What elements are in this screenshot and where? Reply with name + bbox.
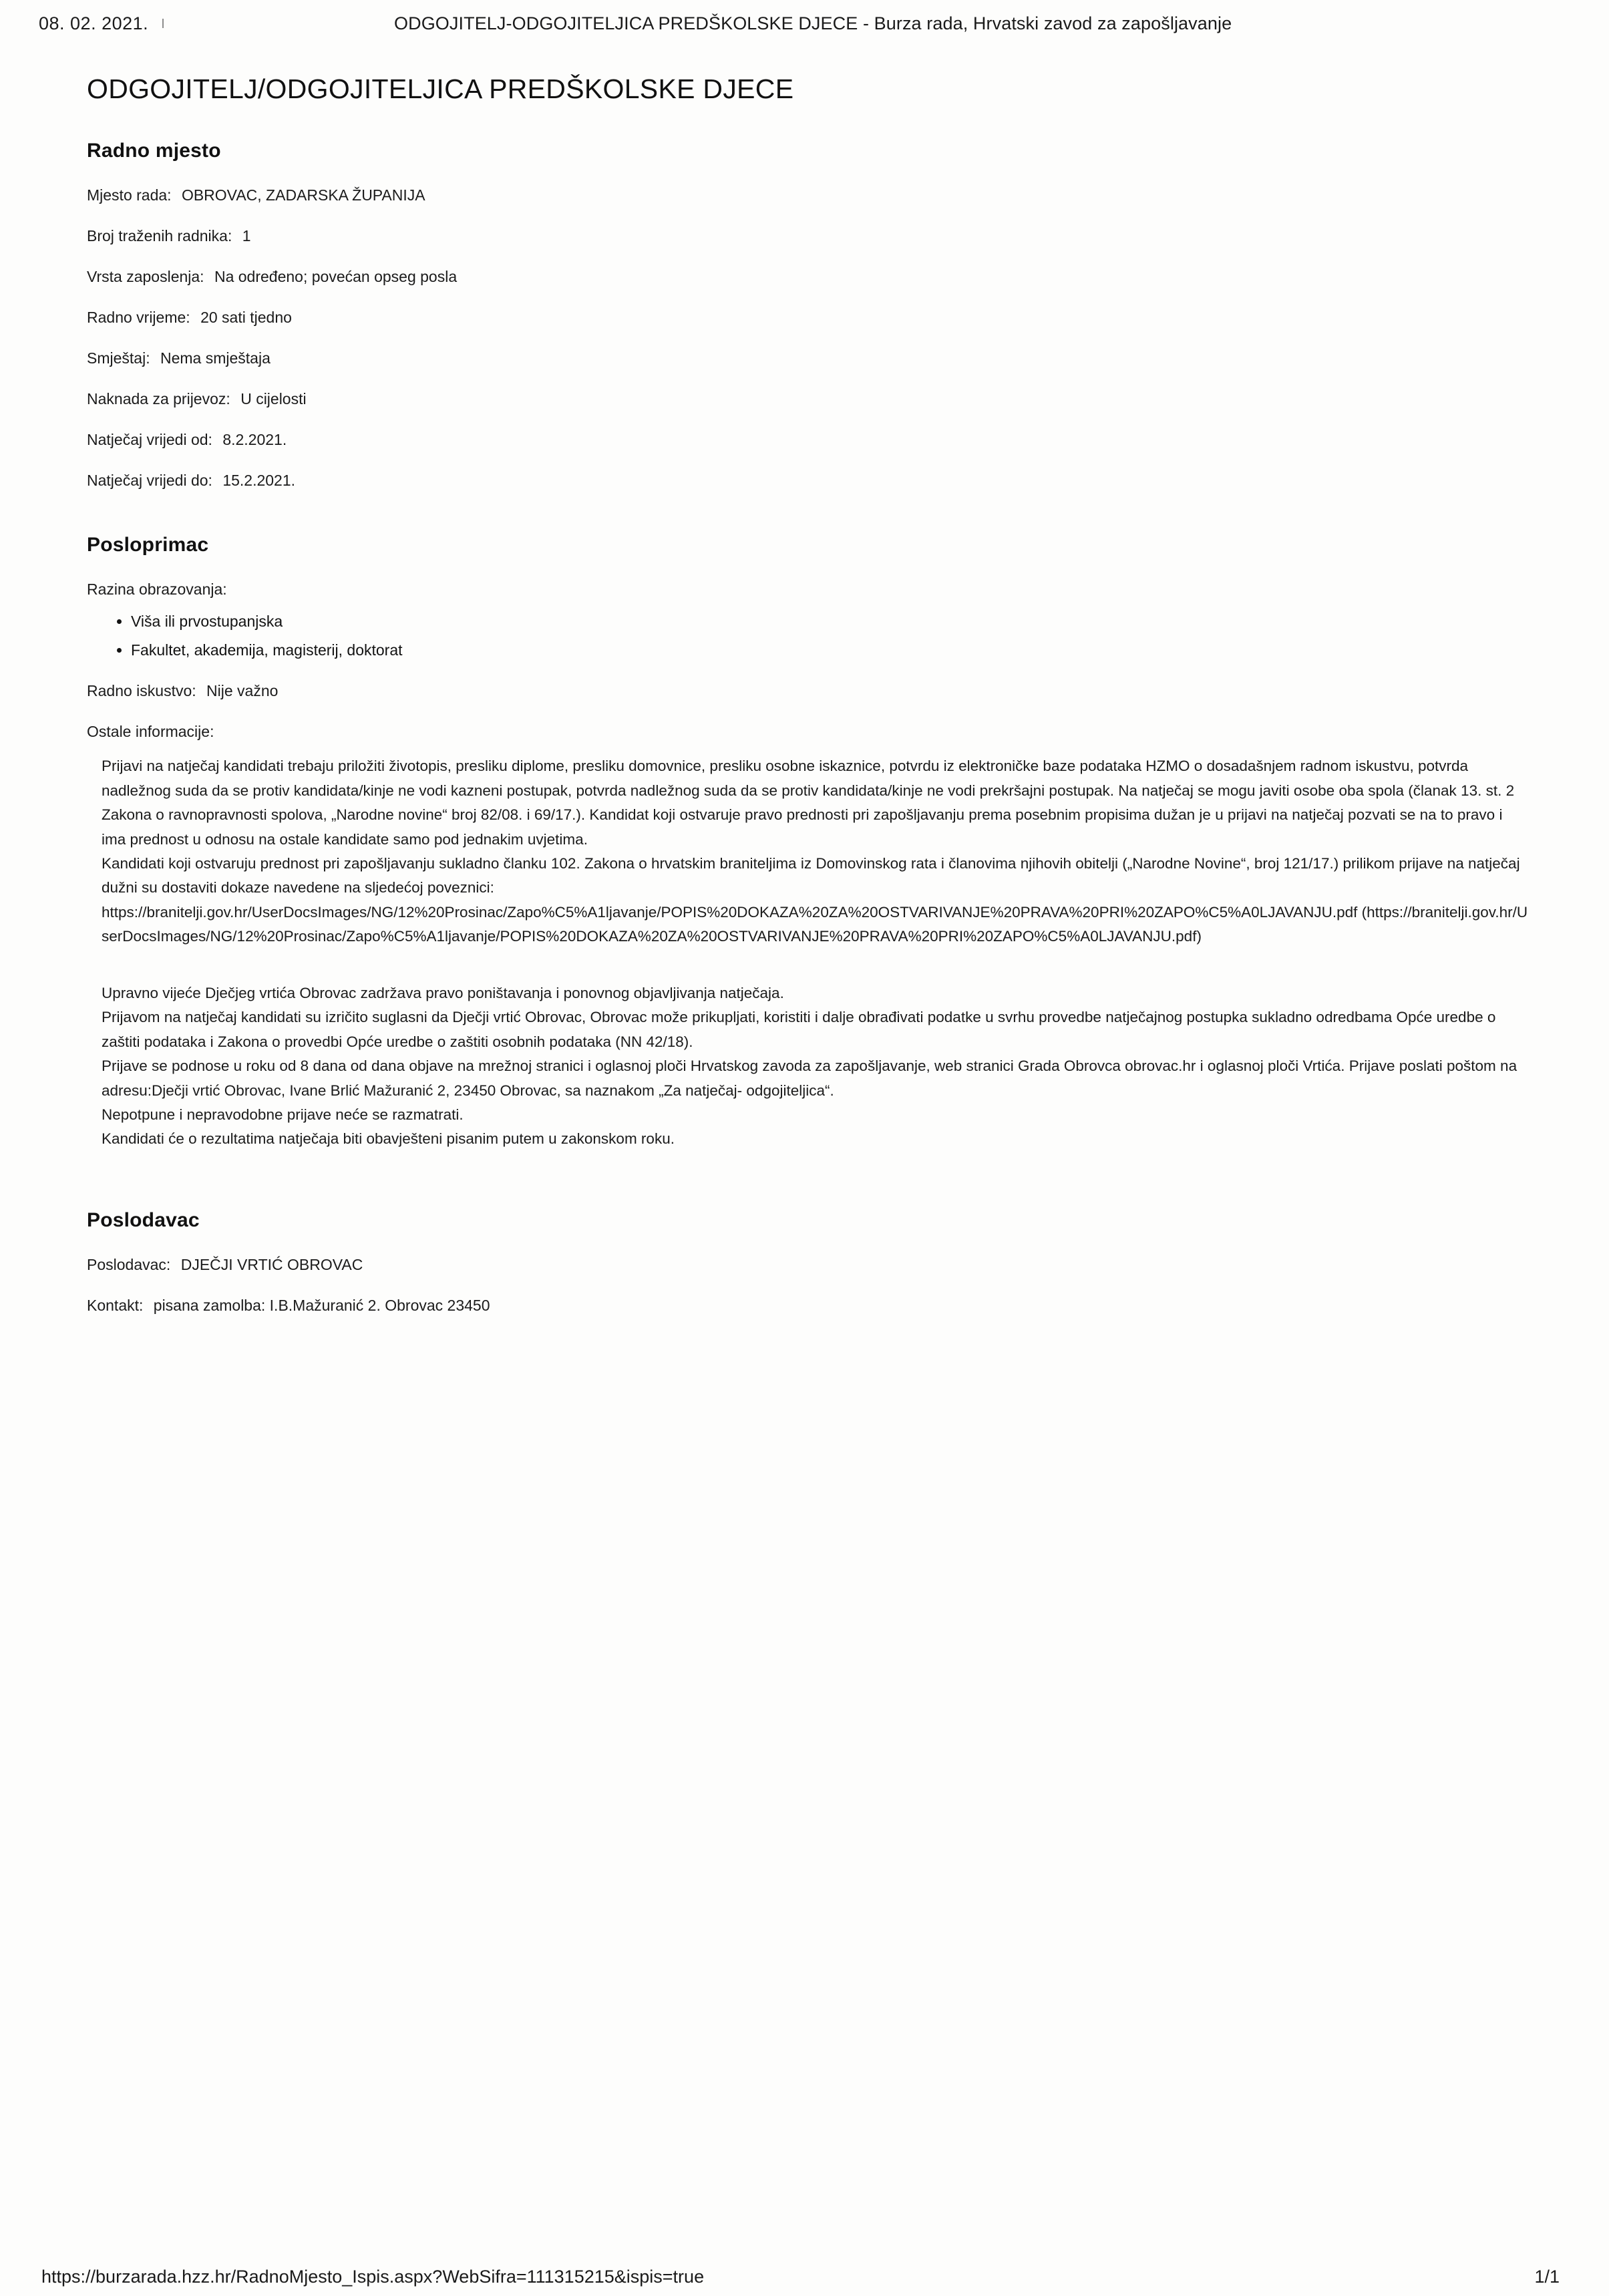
print-footer-page-number: 1/1 (1534, 2267, 1560, 2287)
field-value: 1 (242, 227, 251, 245)
paragraph: Nepotpune i nepravodobne prijave neće se razmatrati. (102, 1106, 464, 1123)
branitelji-link-text[interactable]: https://branitelji.gov.hr/UserDocsImages/NG/12%20Prosinac/Zapo%C5%A1ljavanje/POPIS%20DOKAZA%20ZA%20OSTVARIVANJE%20PRAVA%20PRI%20ZAPO%C5%A0LJAVANJU.pdf (https://branitelji.gov.hr/UserDocsImages/NG/12%20Prosinac/Zapo%C5%A1ljavanje/POPIS%20DOKAZA%20ZA%20OSTVARIVANJE%20PRAVA%20PRI%20ZAPO%C5%A0LJAVANJU.pdf) (102, 903, 1528, 945)
education-level-list (87, 612, 1530, 661)
field-label: Radno vrijeme: (87, 309, 190, 327)
paragraph: Prijavom na natječaj kandidati su izričito suglasni da Dječji vrtić Obrovac, Obrovac može prikupljati, koristiti i dalje obrađivati podatke u svrhu provedbe natječajnog postupka sukladno odredbama Opće uredbe o zaštiti podataka i Zakona o provedbi Opće uredbe o zaštiti osobnih podataka (NN 42/18). (102, 1009, 1496, 1050)
field-label: Broj traženih radnika: (87, 227, 232, 245)
field-label: Natječaj vrijedi do: (87, 472, 212, 490)
field-label: Vrsta zaposlenja: (87, 268, 204, 286)
field-value: U cijelosti (240, 390, 307, 408)
list-item: • Fakultet, akademija, magisterij, doktorat (131, 641, 1530, 661)
field-label: Poslodavac: (87, 1255, 171, 1273)
field-row (87, 226, 1530, 247)
field-value: Na određeno; povećan opseg posla (214, 268, 458, 286)
section-heading-job: Radno mjesto (87, 140, 221, 162)
field-row (87, 307, 1530, 328)
field-value: 8.2.2021. (222, 431, 287, 449)
paragraph: Prijave se podnose u roku od 8 dana od dana objave na mrežnoj stranici i oglasnoj ploči Hrvatskog zavoda za zapošljavanje, web stranici Grada Obrovca obrovac.hr i oglasnoj ploči Vrtića. Prijave poslati poštom na adresu:Dječji vrtić Obrovac, Ivane Brlić Mažuranić 2, 23450 Obrovac, sa naznakom „Za natječaj- odgojiteljica“. (102, 1057, 1517, 1099)
field-value: OBROVAC, ZADARSKA ŽUPANIJA (181, 186, 425, 204)
field-label: Natječaj vrijedi od: (87, 431, 212, 449)
header-tick-mark (162, 19, 164, 28)
other-info-paragraphs-continued (87, 981, 1530, 1152)
section-heading-candidate: Posloprimac (87, 534, 209, 556)
field-value: Nema smještaja (160, 349, 271, 367)
section-heading-employer: Poslodavac (87, 1208, 200, 1231)
paragraph: Upravno vijeće Dječjeg vrtića Obrovac zadržava pravo poništavanja i ponovnog objavljivanja natječaja. (102, 984, 784, 1001)
page-title: ODGOJITELJ/ODGOJITELJICA PREDŠKOLSKE DJECE (87, 73, 794, 104)
field-row (87, 430, 1530, 450)
other-info-label: Ostale informacije: (87, 723, 214, 741)
field-value: 15.2.2021. (222, 472, 296, 490)
field-row (87, 348, 1530, 369)
field-value: Nije važno (206, 682, 279, 700)
field-row (87, 1295, 1530, 1316)
field-value: 20 sati tjedno (200, 309, 292, 327)
field-label: Naknada za prijevoz: (87, 390, 230, 408)
paragraph: Prijavi na natječaj kandidati trebaju priložiti životopis, presliku diplome, presliku domovnice, presliku osobne iskaznice, potvrdu iz elektroničke baze podataka HZMO o dosadašnjem radnom iskustvu, potvrda nadležnog suda da se protiv kandidata/kinje ne vodi kazneni postupak, potvrda nadležnog suda da se protiv kandidata/kinje ne vodi prekršajni postupak. Na natječaj se mogu javiti osobe oba spola (članak 13. st. 2 Zakona o ravnopravnosti spolova, „Narodne novine“ broj 82/08. i 69/17.). Kandidat koji ostvaruje pravo prednosti pri zapošljavanju prema posebnim propisima dužan je u prijavi na natječaj pozvati se na to pravo i ima prednost u odnosu na ostale kandidate samo pod jednakim uvjetima. (102, 758, 1515, 848)
field-row (87, 185, 1530, 206)
spacer (87, 949, 1530, 976)
field-label: Kontakt: (87, 1296, 144, 1314)
field-label: Radno iskustvo: (87, 682, 196, 700)
field-row (87, 681, 1530, 701)
print-header-title: ODGOJITELJ-ODGOJITELJICA PREDŠKOLSKE DJECE - Burza rada, Hrvatski zavod za zapošljavanje (394, 13, 1232, 33)
print-footer-url[interactable]: https://burzarada.hzz.hr/RadnoMjesto_Ispis.aspx?WebSifra=111315215&ispis=true (41, 2267, 705, 2287)
field-value: DJEČJI VRTIĆ OBROVAC (180, 1255, 363, 1273)
print-date: 08. 02. 2021. (39, 13, 149, 33)
paragraph: Kandidati koji ostvaruju prednost pri zapošljavanju sukladno članku 102. Zakona o hrvatskim braniteljima iz Domovinskog rata i članovima njihovih obitelji („Narodne Novine“, broj 121/17.) prilikom prijave na natječaj dužni su dostaviti dokaze navedene na sljedećoj poveznici: (102, 855, 1520, 896)
print-header (0, 13, 1609, 40)
other-info-paragraphs (87, 754, 1530, 949)
field-row (87, 389, 1530, 409)
field-label: Mjesto rada: (87, 186, 172, 204)
document-body (87, 73, 1530, 1336)
field-row (87, 1255, 1530, 1275)
field-value: pisana zamolba: I.B.Mažuranić 2. Obrovac 23450 (153, 1296, 490, 1314)
paragraph: Kandidati će o rezultatima natječaja biti obavješteni pisanim putem u zakonskom roku. (102, 1130, 675, 1148)
list-item: • Viša ili prvostupanjska (131, 612, 1530, 632)
field-label: Smještaj: (87, 349, 150, 367)
field-row (87, 470, 1530, 491)
education-label: Razina obrazovanja: (87, 581, 227, 599)
field-row (87, 267, 1530, 287)
